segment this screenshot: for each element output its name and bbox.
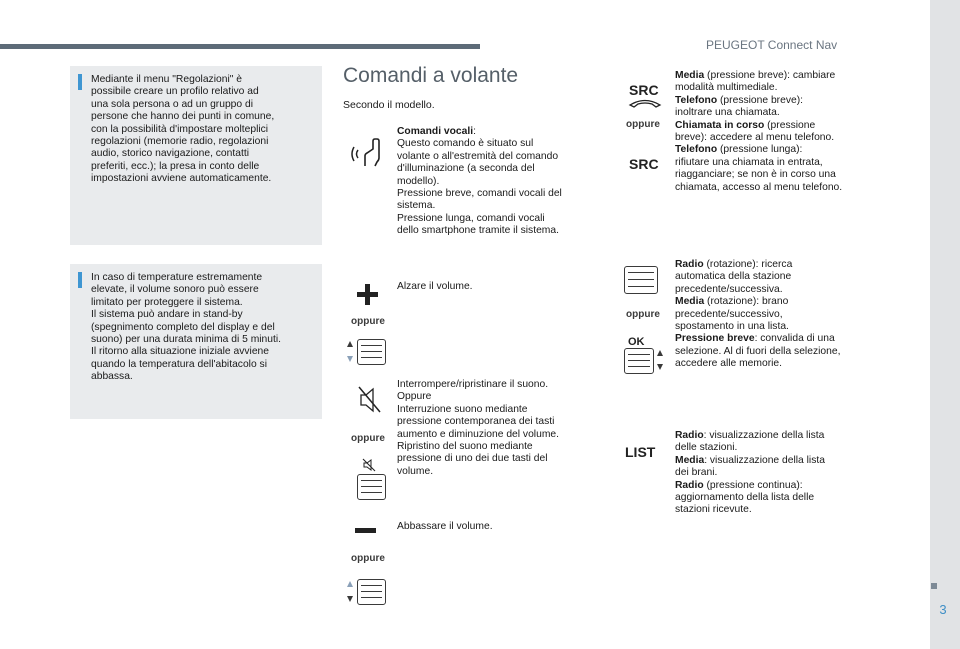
list-label: LIST: [625, 444, 656, 460]
hang-up-icon: [628, 98, 662, 108]
or-label: oppure: [351, 553, 385, 564]
info-icon: [78, 74, 82, 90]
page-marker: [931, 583, 937, 589]
plus-icon: [357, 284, 378, 305]
brand-header: PEUGEOT Connect Nav: [706, 38, 838, 52]
ok-label: OK: [628, 336, 645, 348]
volume-up-description: Alzare il volume.: [397, 281, 473, 292]
or-label: oppure: [626, 309, 660, 320]
arrow-down-icon: [347, 356, 353, 362]
thumbwheel-icon: [624, 348, 654, 374]
arrow-down-icon: [657, 364, 663, 370]
src-label: SRC: [629, 82, 659, 98]
info-icon: [78, 272, 82, 288]
arrow-down-icon: [347, 596, 353, 602]
voice-command-description: Comandi vocali: Questo comando è situato sul volante o all'estremità del comando d'illuminazione (a seconda del modello). Pressione breve, comandi vocali del sistema. Pressione lunga, comandi vocali dello smartphone tramite il sistema.: [397, 126, 562, 237]
info-note: [70, 264, 322, 419]
minus-icon: [355, 528, 376, 533]
thumbwheel-icon: [624, 266, 658, 294]
mute-description: Interrompere/ripristinare il suono. Oppure Interruzione suono mediante pressione contemporanea dei tasti aumento e diminuzione del volume. Ripristino del suono mediante pressione di uno dei due tasti del volume.: [397, 379, 559, 477]
header-rule: [0, 44, 480, 49]
info-note-text: In caso di temperature estremamente elevate, il volume sonoro può essere limitato per proteggere il sistema. Il sistema può andare in stand-by (spegnimento completo del display e del suono) per una durata minima di 5 minuti. Il ritorno alla situazione iniziale avviene quando la temperatura dell'abitacolo si abbassa.: [91, 272, 282, 383]
section-subtitle: Secondo il modello.: [343, 99, 435, 111]
or-label: oppure: [626, 119, 660, 130]
src-label: SRC: [629, 156, 659, 172]
thumbwheel-description: Radio (rotazione): ricerca automatica della stazione precedente/successiva. Media (rotazione): brano precedente/successivo, spostamento in una lista. Pressione breve: convalida di una selezione. Al di fuori della selezione, accedere alle memorie.: [675, 259, 841, 370]
arrow-up-icon: [657, 350, 663, 356]
thumbwheel-icon: [357, 339, 386, 365]
thumbwheel-icon: [357, 579, 386, 605]
mute-icon: [358, 386, 382, 414]
page-number: 3: [939, 602, 947, 617]
thumbwheel-icon: [357, 474, 386, 500]
side-strip: [930, 0, 960, 649]
voice-command-icon: [351, 138, 385, 168]
info-note-text: Mediante il menu "Regolazioni" è possibile creare un profilo relativo ad una sola persona o ad un gruppo di persone che hanno dei punti in comune, con la possibilità d'impostare molteplici regolazioni (memorie radio, regolazioni audio, storico navigazione, contatti preferiti, ecc.); la presa in conto delle impostazioni avviene automaticamente.: [91, 74, 275, 185]
mute-small-icon: [362, 458, 376, 472]
or-label: oppure: [351, 316, 385, 327]
arrow-up-icon: [347, 341, 353, 347]
list-description: Radio: visualizzazione della lista delle stazioni. Media: visualizzazione della lista dei brani. Radio (pressione continua): aggiornamento della lista delle stazioni ricevute.: [675, 430, 825, 516]
src-description: Media (pressione breve): cambiare modalità multimediale. Telefono (pressione breve): inoltrare una chiamata. Chiamata in corso (pressione breve): accedere al menu telefono. Telefono (pressione lunga): rifiutare una chiamata in entrata, riagganciare; se non è in corso una chiamata, accesso al menu telefono.: [675, 70, 843, 193]
volume-down-description: Abbassare il volume.: [397, 521, 493, 532]
info-note: [70, 66, 322, 245]
or-label: oppure: [351, 433, 385, 444]
section-title: Comandi a volante: [343, 64, 519, 87]
arrow-up-icon: [347, 581, 353, 587]
